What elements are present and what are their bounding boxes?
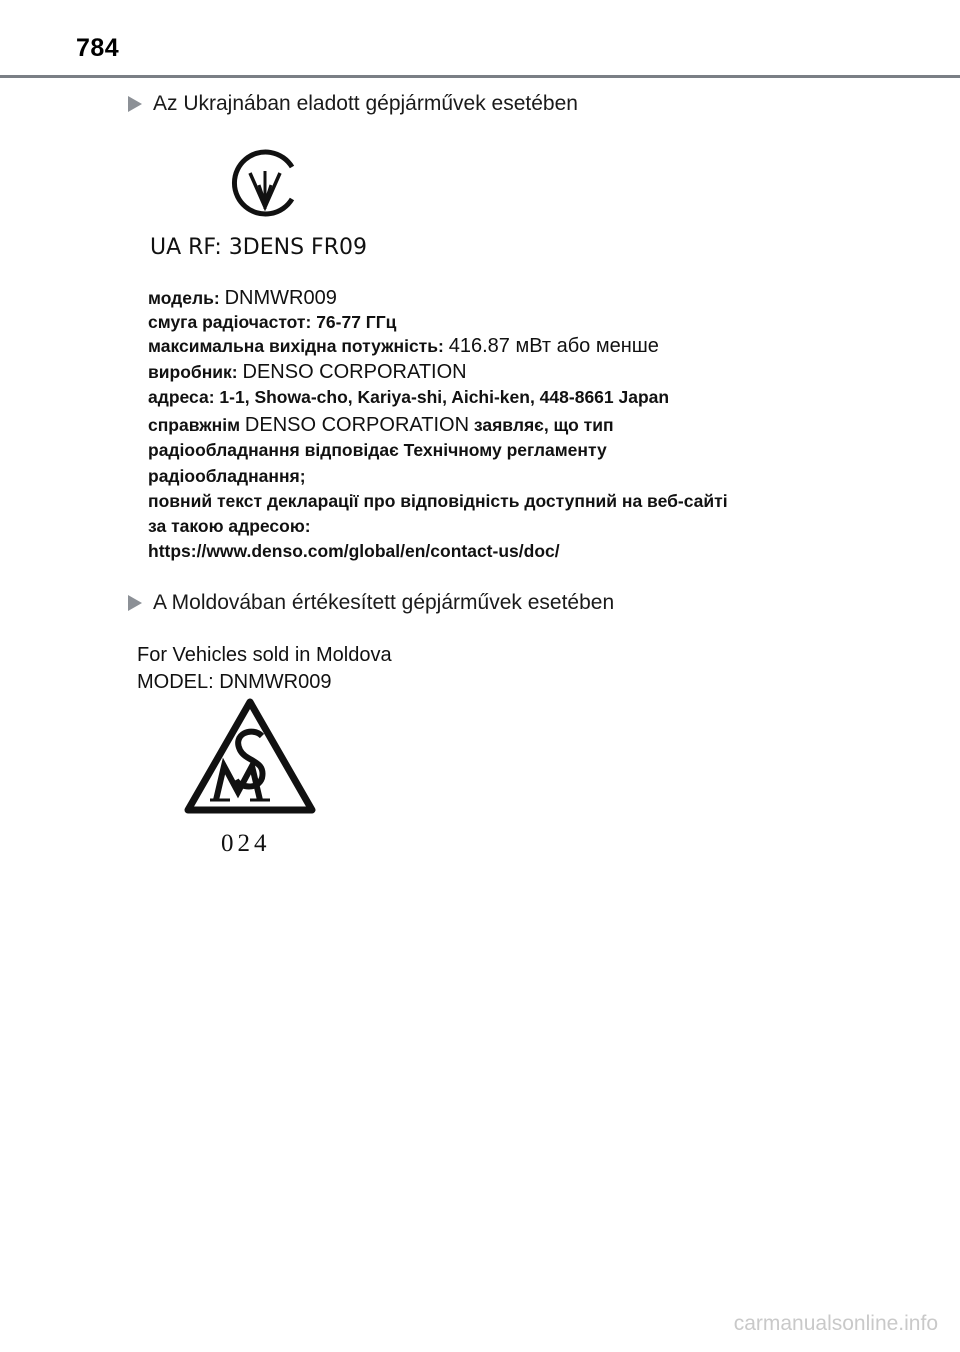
ua-conformity-mark-icon [228,145,302,223]
ua-declaration-line-3: радіообладнання; [148,466,306,486]
ua-declaration-prefix: справжнім [148,415,241,435]
ua-rf-code: UA RF: 3DENS FR09 [150,235,367,260]
ua-maker-value: DENSO CORPORATION [242,361,467,383]
ua-declaration-line-1 [148,414,614,437]
ua-address-label: адреса: [148,387,215,407]
ua-model-value: DNMWR009 [224,287,337,309]
ua-power-label: максимальна вихідна потужність: [148,336,444,356]
triangle-bullet-icon [128,595,142,611]
ua-declaration-line-4: повний текст декларації про відповідність доступний на веб-сайті [148,491,728,511]
ukraine-certification-label [134,135,814,565]
page-number: 784 [76,34,120,62]
ua-declaration-url: https://www.denso.com/global/en/contact-us/doc/ [148,541,560,561]
ua-power-value: 416.87 мВт або менше [448,335,659,357]
section-heading-moldova-text: A Moldovában értékesített gépjárművek esetében [153,591,615,614]
md-model-line: MODEL: DNMWR009 [137,671,332,693]
section-heading-ukraine-text: Az Ukrajnában eladott gépjárművek esetében [153,92,578,115]
header-rule [0,75,960,78]
ua-address-line [148,387,669,408]
sm-conformity-mark-icon [180,694,320,822]
ua-model-label: модель: [148,288,220,308]
ua-declaration-line-2: радіообладнання відповідає Технічному регламенту [148,440,607,460]
section-heading-moldova [128,591,614,615]
site-watermark: carmanualsonline.info [733,1312,938,1335]
ua-declaration-company: DENSO CORPORATION [244,414,470,436]
triangle-bullet-icon [128,96,142,112]
ua-maker-line [148,361,467,384]
ua-address-value: 1-1, Showa-cho, Kariya-shi, Aichi-ken, 448-8661 Japan [219,387,670,407]
ua-maker-label: виробник: [148,362,238,382]
md-vehicles-line: For Vehicles sold in Moldova [137,644,392,666]
moldova-certification-label [137,640,557,870]
ua-declaration-line-5: за такою адресою: [148,516,311,536]
ua-declaration-suffix: заявляє, що тип [473,415,614,435]
md-mark-code: 024 [221,830,271,857]
ua-band-line: смуга радіочастот: 76-77 ГГц [148,312,397,332]
ua-power-line [148,335,659,358]
section-heading-ukraine [128,92,578,116]
ua-model-line [148,287,337,310]
